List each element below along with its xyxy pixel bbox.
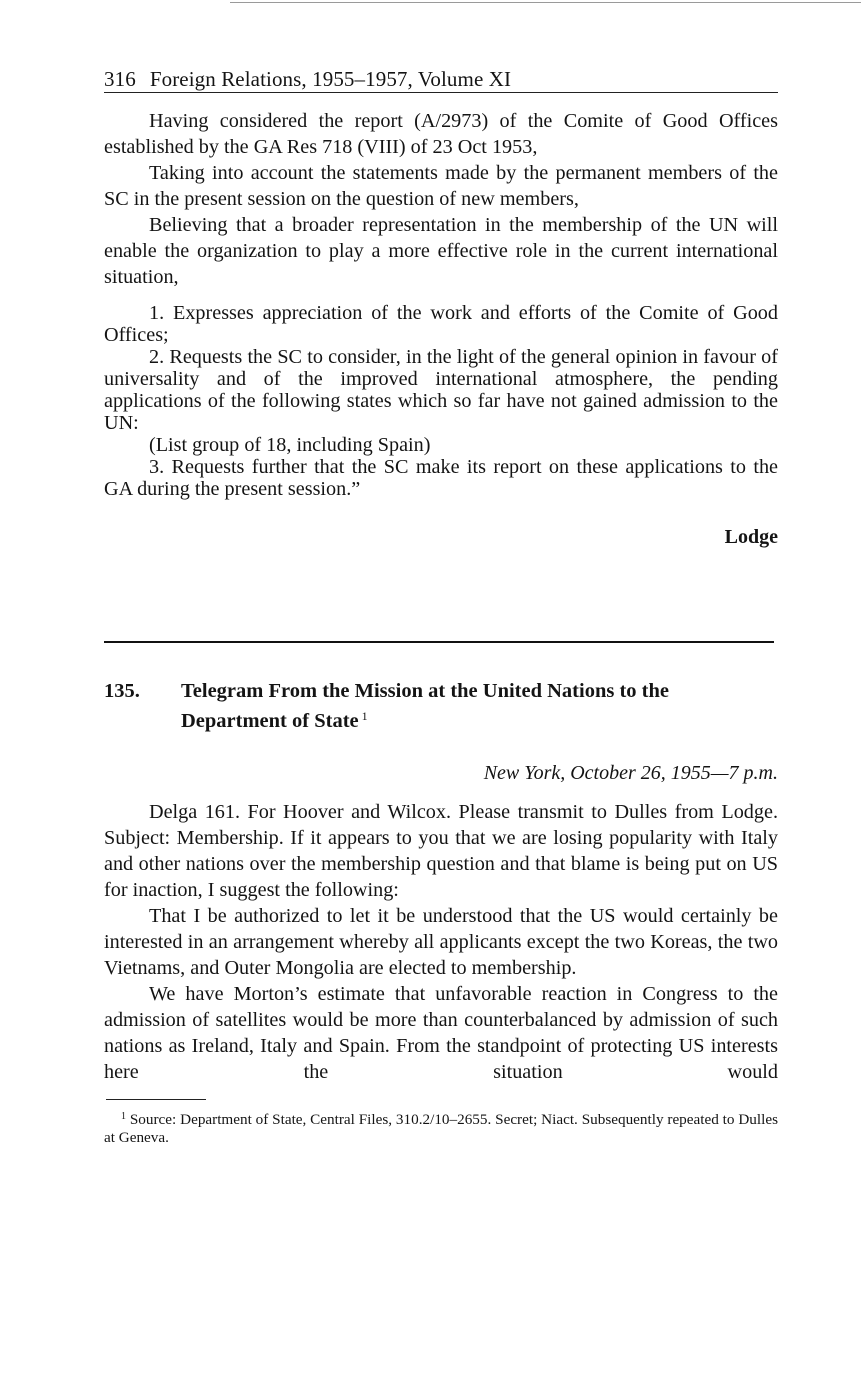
body-paragraph: That I be authorized to let it be understood that the US would certainly be interested in an arrangement whereby all applicants except the two Koreas, the two Vietnams, and Outer Mongolia are elected to membership. [104,905,778,979]
telegram-body [104,799,778,1085]
body-paragraph: Delga 161. For Hoover and Wilcox. Please transmit to Dulles from Lodge. Subject: Membership. If it appears to you that we are losing popularity with Italy and other nations over the membership question and that blame is being put on US for inaction, I suggest the following: [104,801,778,901]
dateline: New York, October 26, 1955—7 p.m. [483,762,778,784]
running-head [104,66,778,93]
footnote-text: Source: Department of State, Central Files, 310.2/10–2655. Secret; Niact. Subsequently repeated to Dulles at Geneva. [104,1111,778,1146]
footnote-reference: 1 [361,709,368,723]
page-number: 316 [104,67,136,91]
preamble-paragraph: Believing that a broader representation in the membership of the UN will enable the organization to play a more effective role in the current international situation, [104,214,778,288]
document-number: 135. [104,680,140,702]
operative-clause: 1. Expresses appreciation of the work and efforts of the Comite of Good Offices; [104,302,778,346]
document-title: Telegram From the Mission at the United Nations to the Department of State [181,680,669,732]
operative-clauses [104,302,778,500]
preamble-paragraph: Having considered the report (A/2973) of the Comite of Good Offices established by the GA Res 718 (VIII) of 23 Oct 1953, [104,110,778,158]
volume-title: Foreign Relations, 1955–1957, Volume XI [149,67,512,91]
footnote-divider [106,1099,206,1100]
scan-edge-line [230,2,861,3]
operative-clause: 3. Requests further that the SC make its report on these applications to the GA during the present session.” [104,456,778,500]
footnote [104,1108,778,1147]
document-heading [104,679,778,734]
resolution-text [104,108,778,549]
document-title-block [181,679,778,734]
section-divider [104,641,774,643]
signature: Lodge [724,526,778,548]
operative-clause: (List group of 18, including Spain) [149,434,431,456]
preamble-paragraph: Taking into account the statements made by the permanent members of the SC in the present session on the question of new members, [104,162,778,210]
body-paragraph: We have Morton’s estimate that unfavorable reaction in Congress to the admission of satellites would be more than counterbalanced by admission of such nations as Ireland, Italy and Spain. From the standpoint of protecting US interests here the situation would [104,983,778,1083]
document-page [104,66,778,1147]
footnote-marker: 1 [121,1111,126,1122]
operative-clause: 2. Requests the SC to consider, in the light of the general opinion in favour of universality and of the improved international atmosphere, the pending applications of the following states which so far have not gained admission to the UN: [104,346,778,434]
